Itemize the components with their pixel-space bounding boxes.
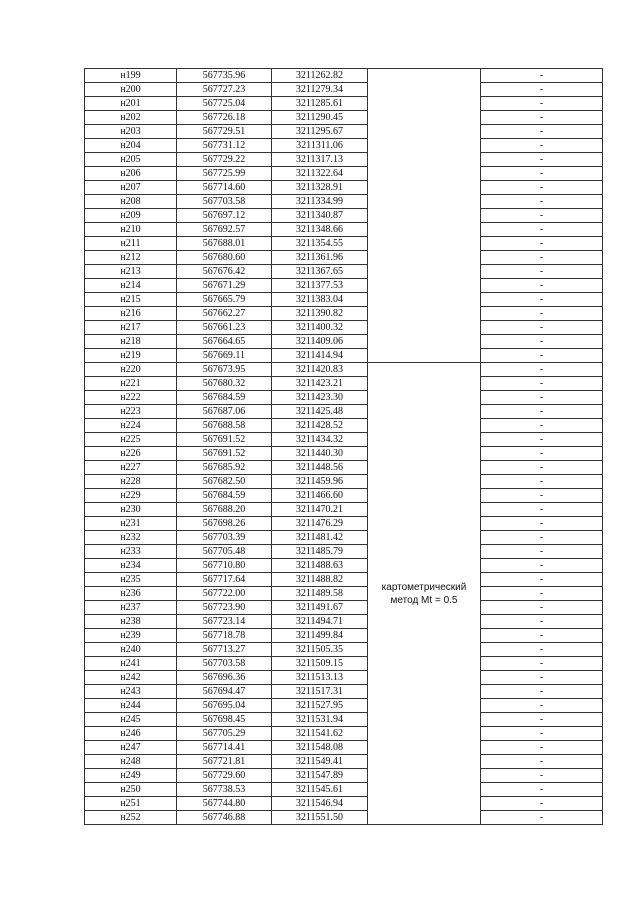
point-id-cell: н206 (85, 167, 177, 181)
x-coordinate-cell: 567735.96 (177, 69, 272, 83)
table-row (85, 503, 603, 517)
y-coordinate-cell: 3211285.61 (272, 97, 368, 111)
error-cell: - (481, 797, 603, 811)
y-coordinate-cell: 3211409.06 (272, 335, 368, 349)
x-coordinate-cell: 567714.60 (177, 181, 272, 195)
error-cell: - (481, 517, 603, 531)
y-coordinate-cell: 3211354.55 (272, 237, 368, 251)
point-id-cell: н211 (85, 237, 177, 251)
point-id-cell: н240 (85, 643, 177, 657)
table-row (85, 615, 603, 629)
error-cell: - (481, 181, 603, 195)
error-cell: - (481, 279, 603, 293)
y-coordinate-cell: 3211361.96 (272, 251, 368, 265)
y-coordinate-cell: 3211481.42 (272, 531, 368, 545)
x-coordinate-cell: 567731.12 (177, 139, 272, 153)
error-cell: - (481, 755, 603, 769)
table-row (85, 307, 603, 321)
table-row (85, 181, 603, 195)
table-row (85, 713, 603, 727)
error-cell: - (481, 531, 603, 545)
y-coordinate-cell: 3211551.50 (272, 811, 368, 825)
table-row (85, 125, 603, 139)
point-id-cell: н251 (85, 797, 177, 811)
point-id-cell: н232 (85, 531, 177, 545)
error-cell: - (481, 573, 603, 587)
y-coordinate-cell: 3211547.89 (272, 769, 368, 783)
table-row (85, 461, 603, 475)
table-row (85, 699, 603, 713)
y-coordinate-cell: 3211423.30 (272, 391, 368, 405)
table-row (85, 797, 603, 811)
point-id-cell: н236 (85, 587, 177, 601)
x-coordinate-cell: 567688.58 (177, 419, 272, 433)
x-coordinate-cell: 567661.23 (177, 321, 272, 335)
x-coordinate-cell: 567717.64 (177, 573, 272, 587)
y-coordinate-cell: 3211549.41 (272, 755, 368, 769)
method-text-line-1: картометрический (381, 581, 467, 593)
table-row (85, 251, 603, 265)
error-cell: - (481, 209, 603, 223)
point-id-cell: н221 (85, 377, 177, 391)
method-cell-empty (368, 69, 481, 363)
y-coordinate-cell: 3211527.95 (272, 699, 368, 713)
y-coordinate-cell: 3211428.52 (272, 419, 368, 433)
y-coordinate-cell: 3211383.04 (272, 293, 368, 307)
y-coordinate-cell: 3211348.66 (272, 223, 368, 237)
y-coordinate-cell: 3211377.53 (272, 279, 368, 293)
x-coordinate-cell: 567685.92 (177, 461, 272, 475)
point-id-cell: н217 (85, 321, 177, 335)
y-coordinate-cell: 3211513.13 (272, 671, 368, 685)
point-id-cell: н222 (85, 391, 177, 405)
point-id-cell: н234 (85, 559, 177, 573)
x-coordinate-cell: 567694.47 (177, 685, 272, 699)
x-coordinate-cell: 567696.36 (177, 671, 272, 685)
y-coordinate-cell: 3211322.64 (272, 167, 368, 181)
table-row (85, 727, 603, 741)
point-id-cell: н210 (85, 223, 177, 237)
error-cell: - (481, 503, 603, 517)
point-id-cell: н242 (85, 671, 177, 685)
table-row (85, 363, 603, 377)
error-cell: - (481, 223, 603, 237)
table-row (85, 671, 603, 685)
table-row (85, 447, 603, 461)
x-coordinate-cell: 567680.60 (177, 251, 272, 265)
x-coordinate-cell: 567673.95 (177, 363, 272, 377)
y-coordinate-cell: 3211466.60 (272, 489, 368, 503)
table-row (85, 97, 603, 111)
point-id-cell: н200 (85, 83, 177, 97)
point-id-cell: н244 (85, 699, 177, 713)
error-cell: - (481, 237, 603, 251)
point-id-cell: н208 (85, 195, 177, 209)
error-cell: - (481, 391, 603, 405)
y-coordinate-cell: 3211414.94 (272, 349, 368, 363)
point-id-cell: н207 (85, 181, 177, 195)
error-cell: - (481, 125, 603, 139)
error-cell: - (481, 741, 603, 755)
table-row (85, 111, 603, 125)
x-coordinate-cell: 567721.81 (177, 755, 272, 769)
error-cell: - (481, 685, 603, 699)
x-coordinate-cell: 567669.11 (177, 349, 272, 363)
point-id-cell: н227 (85, 461, 177, 475)
error-cell: - (481, 811, 603, 825)
y-coordinate-cell: 3211400.32 (272, 321, 368, 335)
table-row (85, 265, 603, 279)
x-coordinate-cell: 567727.23 (177, 83, 272, 97)
y-coordinate-cell: 3211485.79 (272, 545, 368, 559)
error-cell: - (481, 293, 603, 307)
point-id-cell: н220 (85, 363, 177, 377)
point-id-cell: н214 (85, 279, 177, 293)
table-row (85, 237, 603, 251)
point-id-cell: н230 (85, 503, 177, 517)
point-id-cell: н249 (85, 769, 177, 783)
point-id-cell: н205 (85, 153, 177, 167)
point-id-cell: н247 (85, 741, 177, 755)
y-coordinate-cell: 3211488.82 (272, 573, 368, 587)
y-coordinate-cell: 3211470.21 (272, 503, 368, 517)
table-row (85, 587, 603, 601)
table-row (85, 349, 603, 363)
x-coordinate-cell: 567688.20 (177, 503, 272, 517)
x-coordinate-cell: 567698.45 (177, 713, 272, 727)
y-coordinate-cell: 3211494.71 (272, 615, 368, 629)
error-cell: - (481, 629, 603, 643)
table-row (85, 811, 603, 825)
point-id-cell: н228 (85, 475, 177, 489)
x-coordinate-cell: 567687.06 (177, 405, 272, 419)
x-coordinate-cell: 567725.99 (177, 167, 272, 181)
point-id-cell: н224 (85, 419, 177, 433)
x-coordinate-cell: 567703.58 (177, 195, 272, 209)
x-coordinate-cell: 567718.78 (177, 629, 272, 643)
x-coordinate-cell: 567691.52 (177, 433, 272, 447)
x-coordinate-cell: 567705.29 (177, 727, 272, 741)
error-cell: - (481, 433, 603, 447)
point-id-cell: н219 (85, 349, 177, 363)
x-coordinate-cell: 567703.58 (177, 657, 272, 671)
x-coordinate-cell: 567723.90 (177, 601, 272, 615)
point-id-cell: н201 (85, 97, 177, 111)
error-cell: - (481, 587, 603, 601)
error-cell: - (481, 111, 603, 125)
point-id-cell: н233 (85, 545, 177, 559)
y-coordinate-cell: 3211548.08 (272, 741, 368, 755)
error-cell: - (481, 671, 603, 685)
x-coordinate-cell: 567684.59 (177, 391, 272, 405)
error-cell: - (481, 783, 603, 797)
x-coordinate-cell: 567723.14 (177, 615, 272, 629)
x-coordinate-cell: 567725.04 (177, 97, 272, 111)
point-id-cell: н226 (85, 447, 177, 461)
y-coordinate-cell: 3211279.34 (272, 83, 368, 97)
table-row (85, 293, 603, 307)
error-cell: - (481, 349, 603, 363)
coordinates-sheet (84, 68, 602, 825)
table-row (85, 167, 603, 181)
table-row (85, 601, 603, 615)
x-coordinate-cell: 567671.29 (177, 279, 272, 293)
y-coordinate-cell: 3211488.63 (272, 559, 368, 573)
x-coordinate-cell: 567682.50 (177, 475, 272, 489)
y-coordinate-cell: 3211489.58 (272, 587, 368, 601)
point-id-cell: н248 (85, 755, 177, 769)
x-coordinate-cell: 567744.80 (177, 797, 272, 811)
y-coordinate-cell: 3211434.32 (272, 433, 368, 447)
table-row (85, 405, 603, 419)
y-coordinate-cell: 3211390.82 (272, 307, 368, 321)
y-coordinate-cell: 3211541.62 (272, 727, 368, 741)
y-coordinate-cell: 3211367.65 (272, 265, 368, 279)
method-cell (368, 363, 481, 825)
error-cell: - (481, 69, 603, 83)
table-row (85, 573, 603, 587)
point-id-cell: н231 (85, 517, 177, 531)
error-cell: - (481, 153, 603, 167)
y-coordinate-cell: 3211509.15 (272, 657, 368, 671)
error-cell: - (481, 167, 603, 181)
error-cell: - (481, 195, 603, 209)
x-coordinate-cell: 567710.80 (177, 559, 272, 573)
table-row (85, 209, 603, 223)
error-cell: - (481, 489, 603, 503)
error-cell: - (481, 447, 603, 461)
table-row (85, 517, 603, 531)
point-id-cell: н213 (85, 265, 177, 279)
x-coordinate-cell: 567691.52 (177, 447, 272, 461)
point-id-cell: н223 (85, 405, 177, 419)
point-id-cell: н209 (85, 209, 177, 223)
table-row (85, 475, 603, 489)
table-row (85, 83, 603, 97)
table-row (85, 335, 603, 349)
y-coordinate-cell: 3211505.35 (272, 643, 368, 657)
point-id-cell: н202 (85, 111, 177, 125)
y-coordinate-cell: 3211448.56 (272, 461, 368, 475)
method-text-line-2: метод Mt = 0.5 (390, 594, 458, 606)
y-coordinate-cell: 3211491.67 (272, 601, 368, 615)
point-id-cell: н252 (85, 811, 177, 825)
y-coordinate-cell: 3211328.91 (272, 181, 368, 195)
error-cell: - (481, 405, 603, 419)
point-id-cell: н246 (85, 727, 177, 741)
error-cell: - (481, 643, 603, 657)
table-row (85, 559, 603, 573)
table-row (85, 223, 603, 237)
error-cell: - (481, 475, 603, 489)
error-cell: - (481, 363, 603, 377)
error-cell: - (481, 769, 603, 783)
y-coordinate-cell: 3211546.94 (272, 797, 368, 811)
x-coordinate-cell: 567697.12 (177, 209, 272, 223)
error-cell: - (481, 307, 603, 321)
table-row (85, 69, 603, 83)
table-row (85, 657, 603, 671)
x-coordinate-cell: 567726.18 (177, 111, 272, 125)
point-id-cell: н212 (85, 251, 177, 265)
table-row (85, 195, 603, 209)
point-id-cell: н235 (85, 573, 177, 587)
x-coordinate-cell: 567680.32 (177, 377, 272, 391)
table-row (85, 139, 603, 153)
error-cell: - (481, 601, 603, 615)
x-coordinate-cell: 567729.22 (177, 153, 272, 167)
error-cell: - (481, 713, 603, 727)
point-id-cell: н225 (85, 433, 177, 447)
error-cell: - (481, 545, 603, 559)
error-cell: - (481, 377, 603, 391)
x-coordinate-cell: 567746.88 (177, 811, 272, 825)
error-cell: - (481, 97, 603, 111)
y-coordinate-cell: 3211531.94 (272, 713, 368, 727)
y-coordinate-cell: 3211317.13 (272, 153, 368, 167)
x-coordinate-cell: 567662.27 (177, 307, 272, 321)
x-coordinate-cell: 567698.26 (177, 517, 272, 531)
y-coordinate-cell: 3211295.67 (272, 125, 368, 139)
error-cell: - (481, 559, 603, 573)
table-row (85, 755, 603, 769)
point-id-cell: н238 (85, 615, 177, 629)
x-coordinate-cell: 567692.57 (177, 223, 272, 237)
point-id-cell: н243 (85, 685, 177, 699)
error-cell: - (481, 657, 603, 671)
table-row (85, 643, 603, 657)
error-cell: - (481, 83, 603, 97)
table-row (85, 629, 603, 643)
y-coordinate-cell: 3211545.61 (272, 783, 368, 797)
x-coordinate-cell: 567722.00 (177, 587, 272, 601)
table-row (85, 377, 603, 391)
y-coordinate-cell: 3211476.29 (272, 517, 368, 531)
x-coordinate-cell: 567714.41 (177, 741, 272, 755)
x-coordinate-cell: 567729.60 (177, 769, 272, 783)
error-cell: - (481, 265, 603, 279)
point-id-cell: н237 (85, 601, 177, 615)
x-coordinate-cell: 567738.53 (177, 783, 272, 797)
point-id-cell: н245 (85, 713, 177, 727)
coordinates-table (84, 68, 603, 825)
error-cell: - (481, 727, 603, 741)
table-row (85, 769, 603, 783)
y-coordinate-cell: 3211340.87 (272, 209, 368, 223)
table-row (85, 685, 603, 699)
x-coordinate-cell: 567703.39 (177, 531, 272, 545)
y-coordinate-cell: 3211499.84 (272, 629, 368, 643)
y-coordinate-cell: 3211420.83 (272, 363, 368, 377)
x-coordinate-cell: 567665.79 (177, 293, 272, 307)
error-cell: - (481, 699, 603, 713)
table-row (85, 391, 603, 405)
y-coordinate-cell: 3211334.99 (272, 195, 368, 209)
table-row (85, 433, 603, 447)
table-row (85, 321, 603, 335)
y-coordinate-cell: 3211425.48 (272, 405, 368, 419)
x-coordinate-cell: 567729.51 (177, 125, 272, 139)
table-row (85, 531, 603, 545)
error-cell: - (481, 321, 603, 335)
point-id-cell: н203 (85, 125, 177, 139)
y-coordinate-cell: 3211440.30 (272, 447, 368, 461)
point-id-cell: н229 (85, 489, 177, 503)
point-id-cell: н218 (85, 335, 177, 349)
x-coordinate-cell: 567705.48 (177, 545, 272, 559)
point-id-cell: н216 (85, 307, 177, 321)
y-coordinate-cell: 3211423.21 (272, 377, 368, 391)
table-row (85, 783, 603, 797)
table-row (85, 545, 603, 559)
error-cell: - (481, 139, 603, 153)
y-coordinate-cell: 3211311.06 (272, 139, 368, 153)
table-row (85, 489, 603, 503)
x-coordinate-cell: 567688.01 (177, 237, 272, 251)
table-row (85, 153, 603, 167)
point-id-cell: н250 (85, 783, 177, 797)
y-coordinate-cell: 3211262.82 (272, 69, 368, 83)
point-id-cell: н204 (85, 139, 177, 153)
table-row (85, 419, 603, 433)
error-cell: - (481, 461, 603, 475)
point-id-cell: н215 (85, 293, 177, 307)
y-coordinate-cell: 3211517.31 (272, 685, 368, 699)
error-cell: - (481, 419, 603, 433)
coordinates-table-body (85, 69, 603, 825)
y-coordinate-cell: 3211459.96 (272, 475, 368, 489)
table-row (85, 279, 603, 293)
y-coordinate-cell: 3211290.45 (272, 111, 368, 125)
error-cell: - (481, 335, 603, 349)
error-cell: - (481, 615, 603, 629)
x-coordinate-cell: 567684.59 (177, 489, 272, 503)
x-coordinate-cell: 567695.04 (177, 699, 272, 713)
x-coordinate-cell: 567664.65 (177, 335, 272, 349)
point-id-cell: н241 (85, 657, 177, 671)
x-coordinate-cell: 567676.42 (177, 265, 272, 279)
x-coordinate-cell: 567713.27 (177, 643, 272, 657)
error-cell: - (481, 251, 603, 265)
point-id-cell: н239 (85, 629, 177, 643)
point-id-cell: н199 (85, 69, 177, 83)
table-row (85, 741, 603, 755)
